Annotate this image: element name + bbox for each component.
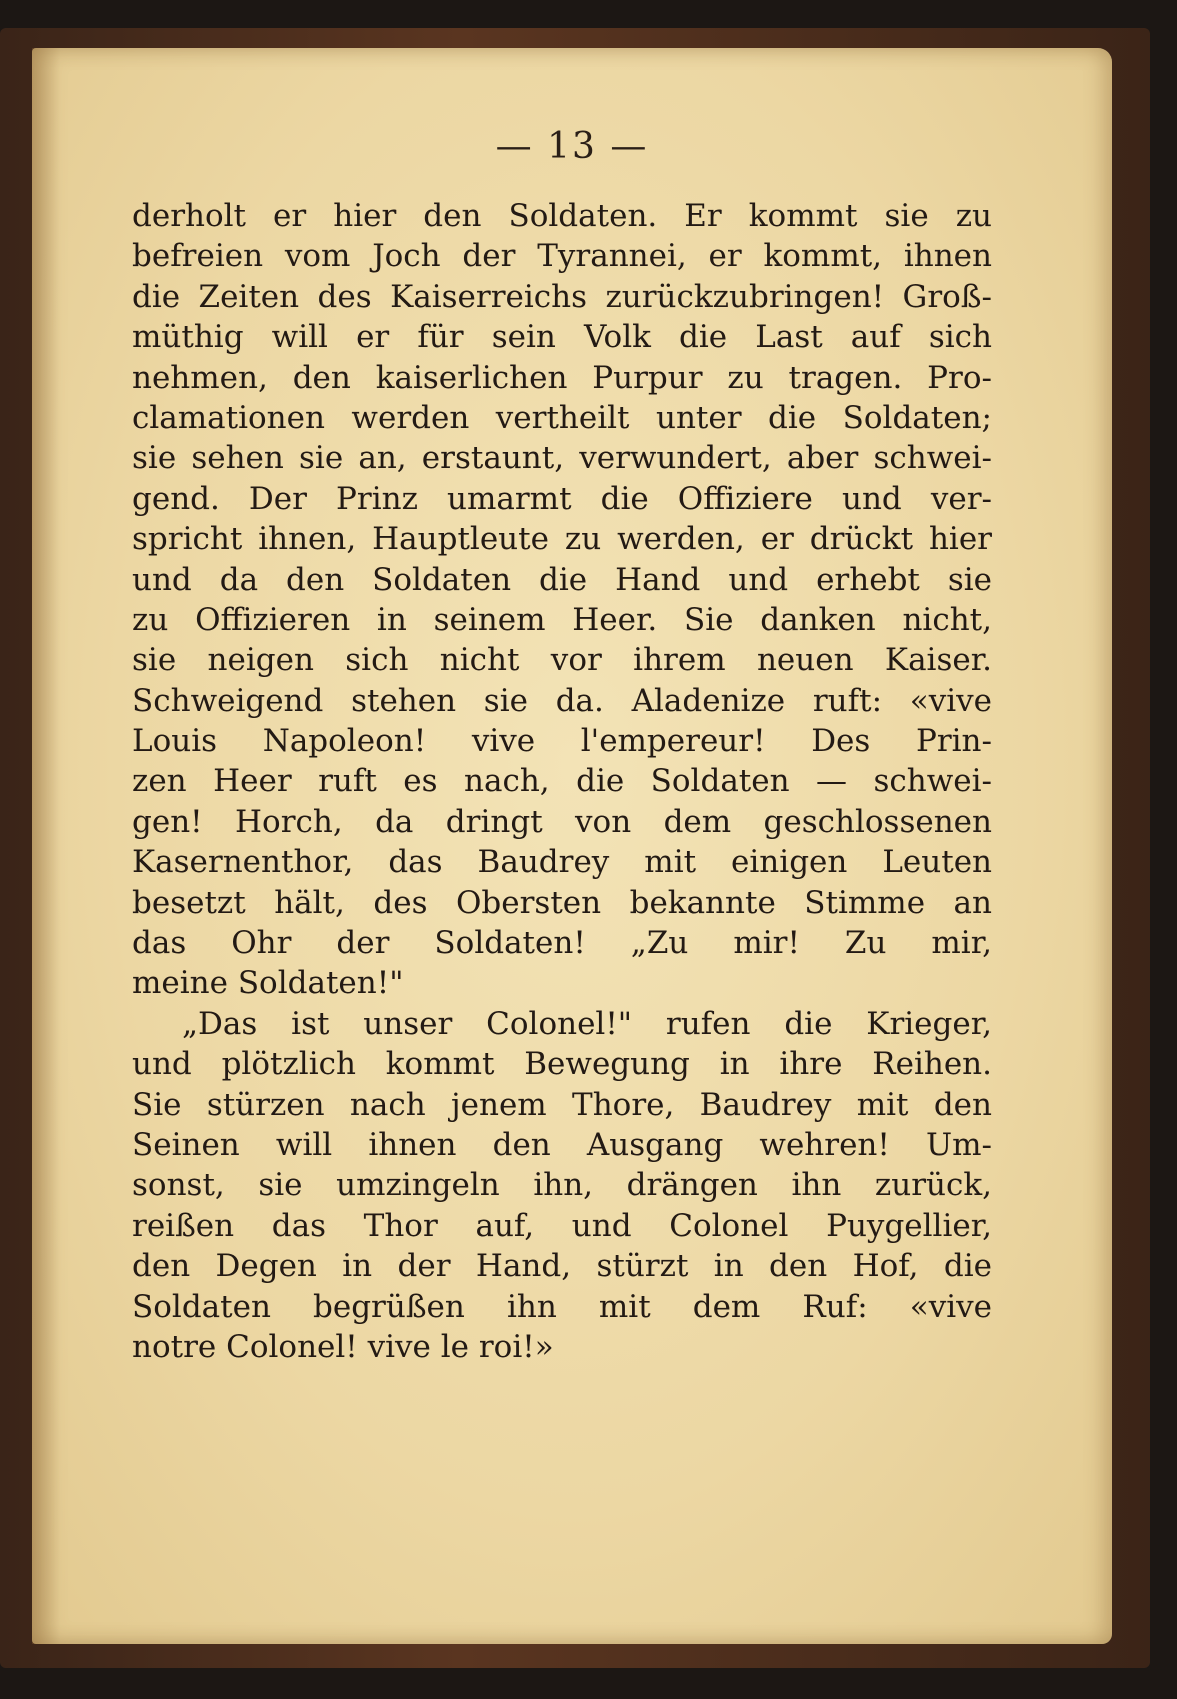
text-line: gend. Der Prinz umarmt die Offiziere und ver-: [132, 480, 992, 517]
page-gutter-shadow: [32, 48, 60, 1644]
text-line: spricht ihnen, Hauptleute zu werden, er drückt hier: [132, 521, 992, 558]
text-line: und plötzlich kommt Bewegung in ihre Reihen.: [132, 1046, 992, 1083]
text-line: befreien vom Joch der Tyrannei, er kommt, ihnen: [132, 238, 992, 275]
text-line: derholt er hier den Soldaten. Er kommt sie zu: [132, 198, 992, 234]
text-line: zu Offizieren in seinem Heer. Sie danken nicht,: [132, 601, 992, 638]
text-line: die Zeiten des Kaiserreichs zurückzubringen! Groß-: [132, 278, 992, 315]
page-number: — 13 —: [495, 126, 649, 167]
text-line: Soldaten begrüßen ihn mit dem Ruf: «vive: [132, 1288, 992, 1325]
text-line: und da den Soldaten die Hand und erhebt sie: [132, 561, 992, 598]
text-line: das Ohr der Soldaten! „Zu mir! Zu mir,: [132, 925, 992, 962]
text-line: müthig will er für sein Volk die Last auf sich: [132, 319, 992, 356]
text-line: den Degen in der Hand, stürzt in den Hof, die: [132, 1248, 992, 1285]
page-text: [132, 196, 992, 1367]
text-line: „Das ist unser Colonel!" rufen die Krieger,: [182, 1005, 992, 1042]
text-line: besetzt hält, des Obersten bekannte Stimme an: [132, 884, 992, 921]
text-line: Louis Napoleon! vive l'empereur! Des Prin-: [132, 723, 992, 760]
text-line: reißen das Thor auf, und Colonel Puygellier,: [132, 1207, 992, 1244]
text-line: Seinen will ihnen den Ausgang wehren! Um-: [132, 1126, 992, 1163]
text-line: sonst, sie umzingeln ihn, drängen ihn zurück,: [132, 1167, 992, 1204]
text-line: Kasernenthor, das Baudrey mit einigen Leuten: [132, 844, 992, 881]
text-line: nehmen, den kaiserlichen Purpur zu tragen. Pro-: [132, 359, 992, 396]
text-line: gen! Horch, da dringt von dem geschlossenen: [132, 803, 992, 840]
text-line: Sie stürzen nach jenem Thore, Baudrey mit den: [132, 1086, 992, 1123]
book-page: [32, 48, 1112, 1644]
text-line: sie neigen sich nicht vor ihrem neuen Kaiser.: [132, 642, 992, 679]
text-line: meine Soldaten!": [132, 965, 404, 1002]
text-line: Schweigend stehen sie da. Aladenize ruft: «vive: [132, 682, 992, 719]
text-line: sie sehen sie an, erstaunt, verwundert, aber schwei-: [132, 440, 992, 477]
text-line: zen Heer ruft es nach, die Soldaten — schwei-: [132, 763, 992, 800]
text-line: clamationen werden vertheilt unter die Soldaten;: [132, 399, 992, 436]
text-line: notre Colonel! vive le roi!»: [132, 1328, 554, 1365]
